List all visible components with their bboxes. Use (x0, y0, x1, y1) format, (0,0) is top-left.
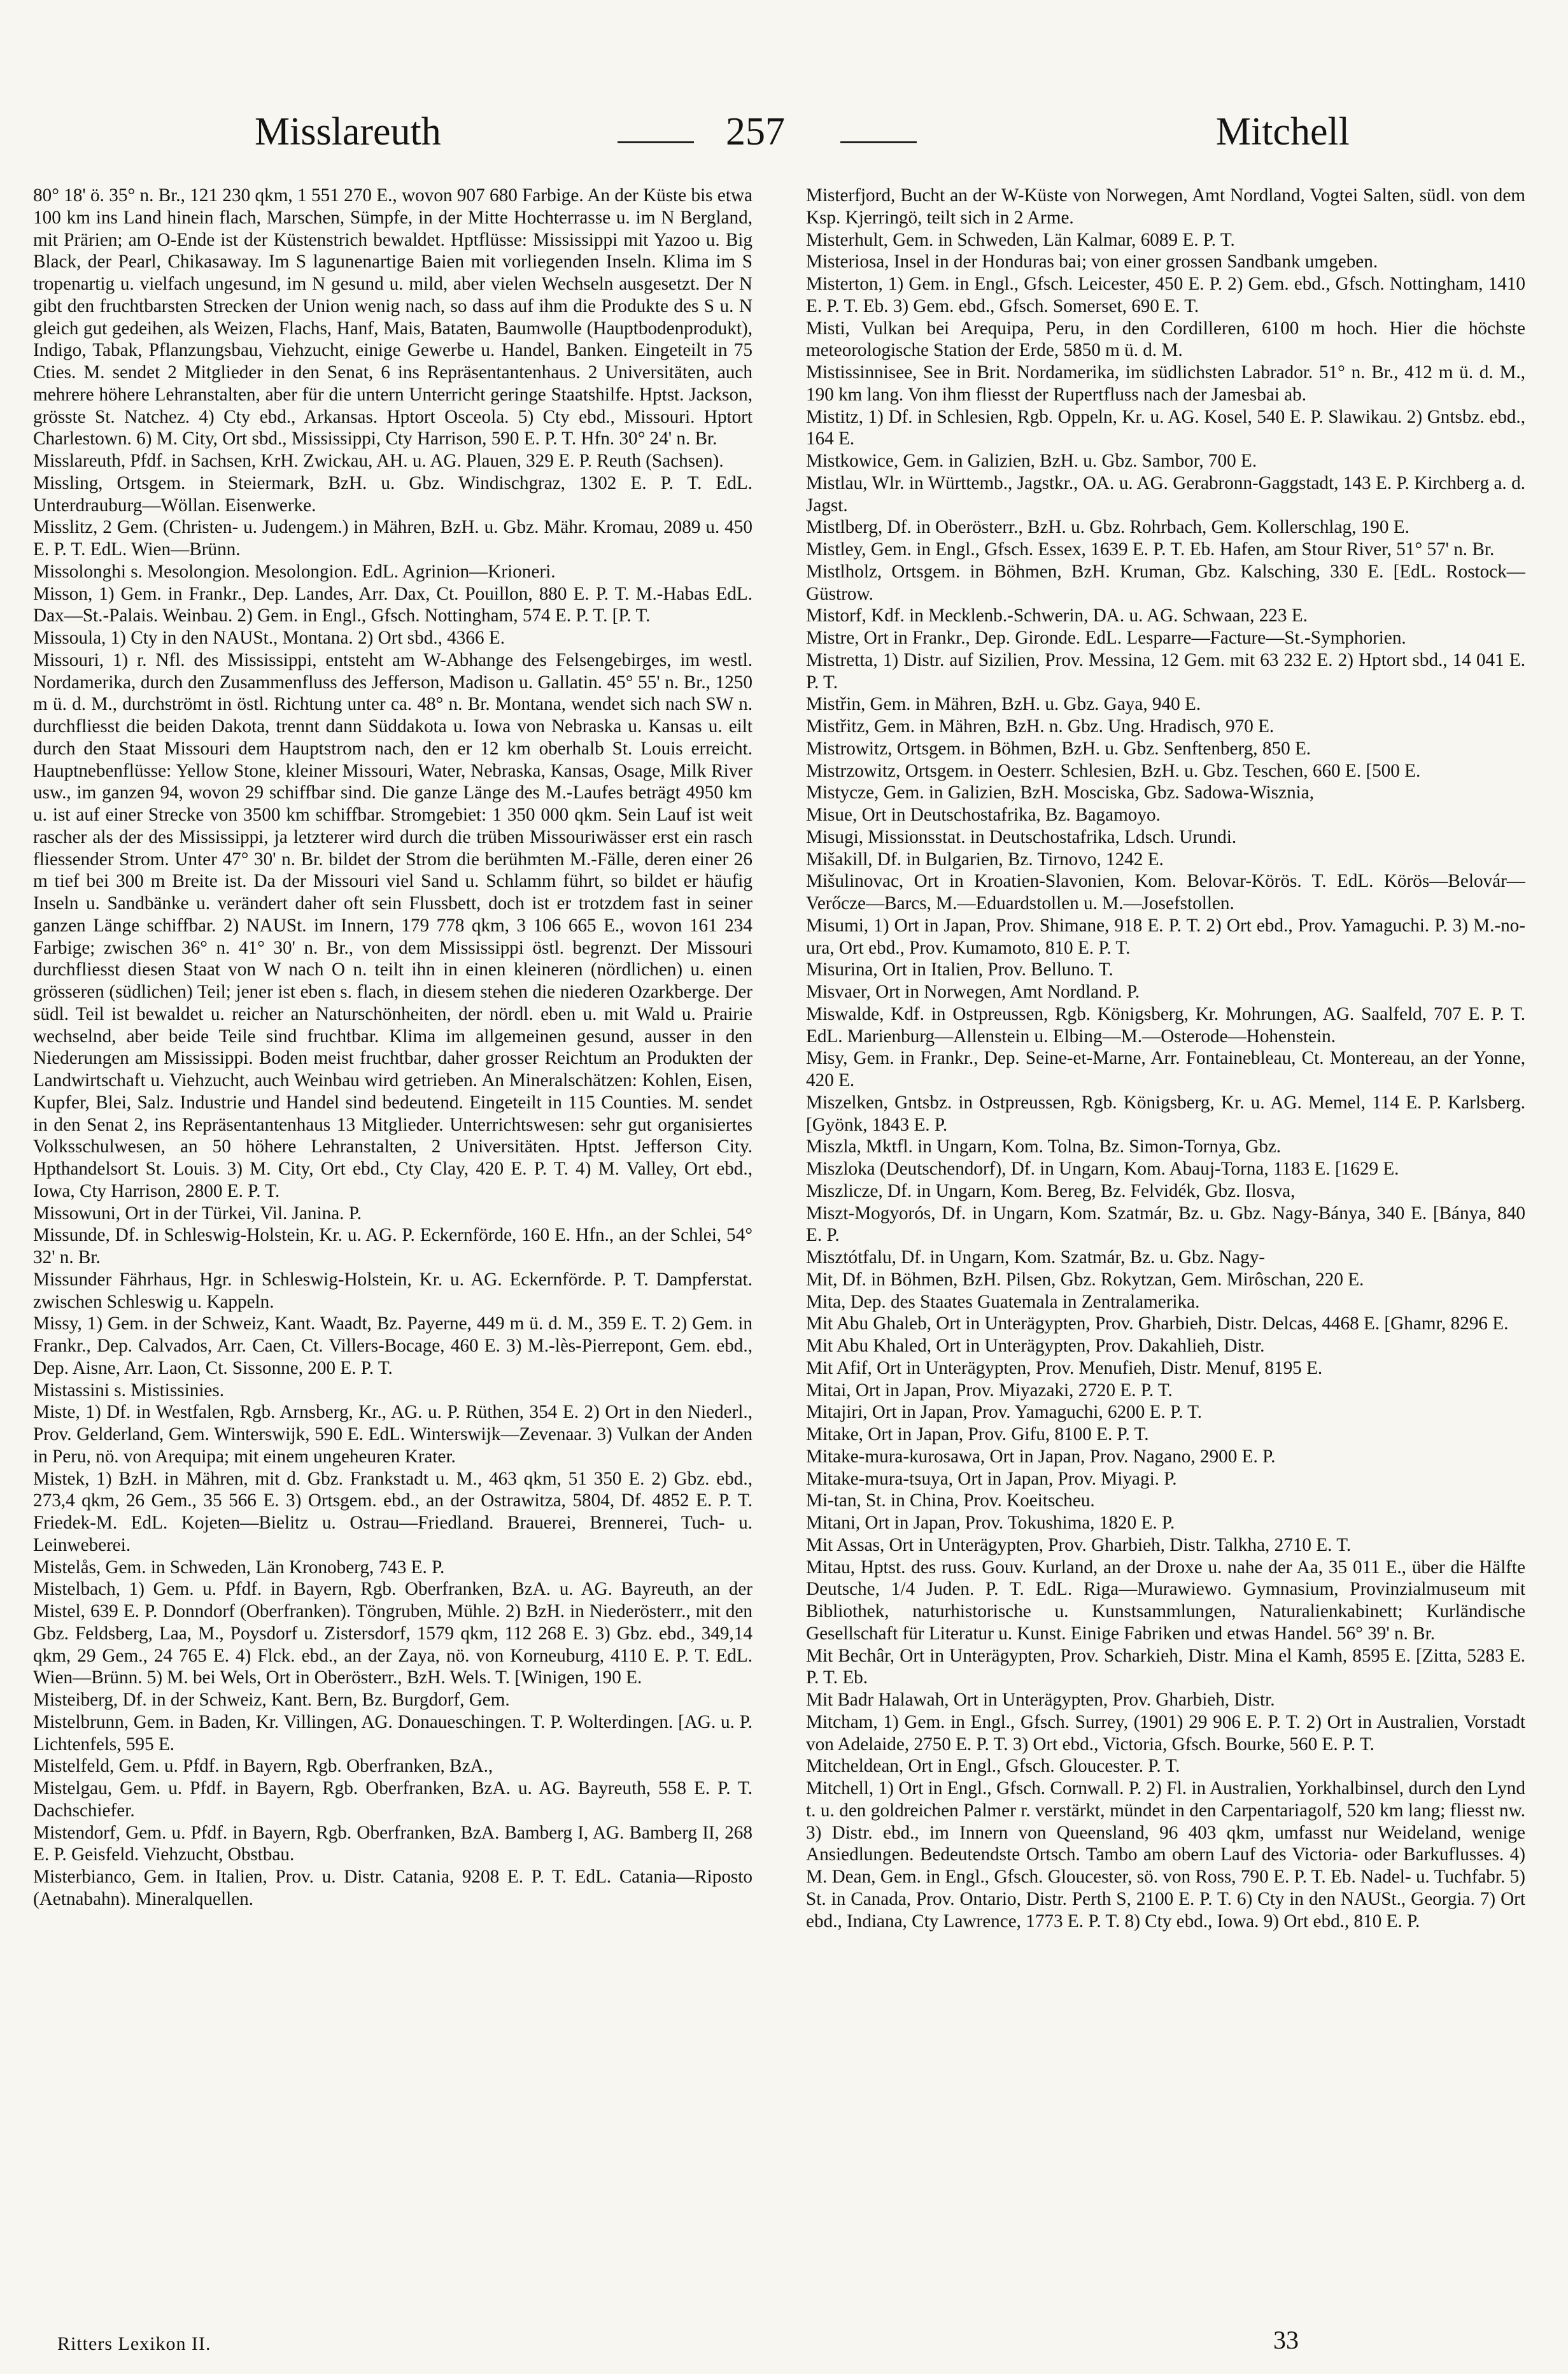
entry: Mistkowice, Gem. in Galizien, BzH. u. Gbz. Sambor, 700 E. (806, 451, 1257, 471)
left-column (33, 185, 752, 2305)
entry: Miszlicze, Df. in Ungarn, Kom. Bereg, Bz. Felvidék, Gbz. Ilosva, (806, 1180, 1296, 1201)
entry: Mistřin, Gem. in Mähren, BzH. u. Gbz. Gaya, 940 E. (806, 694, 1201, 715)
entry: Mitcham, 1) Gem. in Engl., Gfsch. Surrey, (1901) 29 906 E. P. T. 2) Ort in Australien, Vorstadt von Adelaide, 2750 E. P. T. 3) Ort ebd., Victoria, Gfsch. Bourke, 560 E. P. T. (806, 1711, 1525, 1755)
entry: Mistlau, Wlr. in Württemb., Jagstkr., OA. u. AG. Gerabronn-Gaggstadt, 143 E. P. Kirchberg a. d. Jagst. (806, 472, 1525, 516)
entry: Mistley, Gem. in Engl., Gfsch. Essex, 1639 E. P. T. Eb. Hafen, am Stour River, 51° 57' n. Br. (806, 539, 1495, 560)
entry: Mitchell, 1) Ort in Engl., Gfsch. Cornwall. P. 2) Fl. in Australien, Yorkhalbinsel, durch den Lynd t. u. den goldreichen Palmer r. verstärkt, mündet in den Carpentariagolf, 520 km lang; fliesst nw. 3) Distr. ebd., im Innern von Queensland, 96 403 qkm, umfasst nur Weideland, wenige Ansiedlungen. Bedeutendste Ortsch. Tambo am obern Lauf des Victoria- oder Barkuflusses. 4) M. Dean, Gem. in Engl., Gfsch. Gloucester, sö. von Ross, 790 E. P. T. Eb. Nadel- u. Tuchfabr. 5) St. in Canada, Prov. Ontario, Distr. Perth S, 2100 E. P. T. 6) Cty in den NAUSt., Georgia. 7) Ort ebd., Indiana, Cty Lawrence, 1773 E. P. T. 8) Cty ebd., Iowa. 9) Ort ebd., 810 E. P. (806, 1778, 1525, 1932)
entry: Mistrzowitz, Ortsgem. in Oesterr. Schlesien, BzH. u. Gbz. Teschen, 660 E. [500 E. (806, 760, 1421, 781)
entry: Mit, Df. in Böhmen, BzH. Pilsen, Gbz. Rokytzan, Gem. Mirôschan, 220 E. (806, 1269, 1364, 1290)
entry: Mita, Dep. des Staates Guatemala in Zentralamerika. (806, 1291, 1200, 1312)
entry: Mistřitz, Gem. in Mähren, BzH. n. Gbz. Ung. Hradisch, 970 E. (806, 716, 1275, 737)
entry: Mistrowitz, Ortsgem. in Böhmen, BzH. u. Gbz. Senftenberg, 850 E. (806, 738, 1311, 759)
entry: Misugi, Missionsstat. in Deutschostafrika, Ldsch. Urundi. (806, 826, 1237, 847)
right-column (806, 185, 1525, 2305)
entry: Mistelgau, Gem. u. Pfdf. in Bayern, Rgb. Oberfranken, BzA. u. AG. Bayreuth, 558 E. P. T. Dachschiefer. (33, 1778, 752, 1821)
entry: Mistorf, Kdf. in Mecklenb.-Schwerin, DA. u. AG. Schwaan, 223 E. (806, 605, 1308, 626)
entry: Mitai, Ort in Japan, Prov. Miyazaki, 2720 E. P. T. (806, 1380, 1173, 1401)
entry: Misson, 1) Gem. in Frankr., Dep. Landes, Arr. Dax, Ct. Pouillon, 880 E. P. T. M.-Habas EdL. Dax—St.-Palais. Weinbau. 2) Gem. in Engl., Gfsch. Nottingham, 574 E. P. T. [P. T. (33, 583, 752, 626)
entry: Miswalde, Kdf. in Ostpreussen, Rgb. Königsberg, Kr. Mohrungen, AG. Saalfeld, 707 E. P. T. EdL. Marienburg—Allenstein u. Elbing—M.—Osterode—Hohenstein. (806, 1003, 1525, 1047)
entry: Mit Abu Ghaleb, Ort in Unterägypten, Prov. Gharbieh, Distr. Delcas, 4468 E. [Ghamr, 8296 E. (806, 1313, 1509, 1334)
entry: Mitani, Ort in Japan, Prov. Tokushima, 1820 E. P. (806, 1513, 1175, 1533)
entry: Mistassini s. Mistissinies. (33, 1380, 225, 1401)
entry: Mitake, Ort in Japan, Prov. Gifu, 8100 E. P. T. (806, 1424, 1149, 1445)
entry: Mistelbrunn, Gem. in Baden, Kr. Villingen, AG. Donaueschingen. T. P. Wolterdingen. [AG. u. P. Lichtenfels, 595 E. (33, 1711, 752, 1755)
sheet-number: 33 (1273, 2326, 1299, 2354)
entry: Misteiberg, Df. in der Schweiz, Kant. Bern, Bz. Burgdorf, Gem. (33, 1690, 510, 1710)
entry: Mi-tan, St. in China, Prov. Koeitscheu. (806, 1490, 1095, 1511)
entry: Mišakill, Df. in Bulgarien, Bz. Tirnovo, 1242 E. (806, 849, 1164, 870)
entry: Missowuni, Ort in der Türkei, Vil. Janina. P. (33, 1203, 362, 1224)
entry: Mistelås, Gem. in Schweden, Län Kronoberg, 743 E. P. (33, 1557, 445, 1578)
entry: Missolonghi s. Mesolongion. Mesolongion. EdL. Agrinion—Krioneri. (33, 561, 556, 582)
entry: Mistitz, 1) Df. in Schlesien, Rgb. Oppeln, Kr. u. AG. Kosel, 540 E. P. Slawikau. 2) Gntsbz. ebd., 164 E. (806, 406, 1525, 449)
entry: Misztótfalu, Df. in Ungarn, Kom. Szatmár, Bz. u. Gbz. Nagy- (806, 1247, 1266, 1268)
entry: Missunde, Df. in Schleswig-Holstein, Kr. u. AG. P. Eckernförde, 160 E. Hfn., an der Schlei, 54° 32' n. Br. (33, 1225, 752, 1268)
entry: Mistelbach, 1) Gem. u. Pfdf. in Bayern, Rgb. Oberfranken, BzA. u. AG. Bayreuth, an der Mistel, 639 E. P. Donndorf (Oberfranken). Töngruben, Mühle. 2) BzH. in Niederösterr., mit den Gbz. Feldsberg, Laa, M., Poysdorf u. Zistersdorf, 1579 qkm, 112 268 E. 3) Gbz. ebd., 349,14 qkm, 29 Gem., 24 765 E. 4) Flck. ebd., an der Zaya, nö. von Korneuburg, 4110 E. P. T. EdL. Wien—Brünn. 5) M. bei Wels, Ort in Oberösterr., BzH. Wels. T. [Winigen, 190 E. (33, 1579, 752, 1688)
entry: Mistendorf, Gem. u. Pfdf. in Bayern, Rgb. Oberfranken, BzA. Bamberg I, AG. Bamberg II, 268 E. P. Geisfeld. Viehzucht, Obstbau. (33, 1822, 752, 1865)
entry: Missy, 1) Gem. in der Schweiz, Kant. Waadt, Bz. Payerne, 449 m ü. d. M., 359 E. T. 2) Gem. in Frankr., Dep. Calvados, Arr. Caen, Ct. Villers-Bocage, 460 E. 3) M.-lès-Pierrepont, Gem. ebd., Dep. Aisne, Arr. Laon, Ct. Sissonne, 200 E. P. T. (33, 1313, 752, 1378)
entry: Misterfjord, Bucht an der W-Küste von Norwegen, Amt Nordland, Vogtei Salten, südl. von dem Ksp. Kjerringö, teilt sich in 2 Arme. (806, 185, 1525, 228)
entry: Missouri, 1) r. Nfl. des Mississippi, entsteht am W-Abhange des Felsengebirges, im westl. Nordamerika, durch den Zusammenfluss des Jefferson, Madison u. Gallatin. 45° 55' n. Br., 1250 m ü. d. M., durchströmt in östl. Richtung unter ca. 48° n. Br. Montana, wendet sich nach SW n. durchfliesst die beiden Dakota, trennt dann Süddakota u. Iowa von Nebraska u. Kansas u. eilt durch den Staat Missouri dem Hauptstrom nach, den er 12 km oberhalb St. Louis erreicht. Hauptnebenflüsse: Yellow Stone, kleiner Missouri, Water, Nebraska, Kansas, Osage, Milk River usw., im ganzen 94, wovon 29 schiffbar sind. Die ganze Länge des M.-Laufes beträgt 4950 km u. ist auf einer Strecke von 3500 km schiffbar. Stromgebiet: 1 350 000 qkm. Sein Lauf ist weit rascher als der des Mississippi, ja letzterer wird durch die trüben Missouriwässer erst ein rasch fliessender Strom. Unter 47° 30' n. Br. bildet der Strom die berühmten M.-Fälle, deren einer 26 m tief bei 300 m Breite ist. Da der Missouri viel Sand u. Schlamm führt, so bildet er häufig Inseln u. Sandbänke u. verändert daher oft sein Flussbett, doch ist er trotzdem fast in seiner ganzen Länge schiffbar. 2) NAUSt. im Innern, 179 778 qkm, 3 106 665 E., wovon 161 234 Farbige; zwischen 36° n. 41° 30' n. Br., von dem Mississippi östl. begrenzt. Der Missouri durchfliesst diesen Staat von W nach O n. teilt ihn in einen kleineren (nördlichen) u. einen grösseren (südlichen) Teil; jener ist eben s. flach, in diesem stehen die niederen Ozarkberge. Der südl. Teil ist bewaldet u. reicher an Naturschönheiten, der nördl. eben u. mit Wald u. Prairie wechselnd, aber beide Teile sind fruchtbar. Klima im allgemeinen gesund, ausser in den Niederungen am Mississippi. Boden meist fruchtbar, daher grosser Reichtum an Produkten der Landwirtschaft u. Viehzucht, auch Weinbau wird getrieben. An Mineralschätzen: Kohlen, Eisen, Kupfer, Blei, Salz. Industrie und Handel sind bedeutend. Eingeteilt in 115 Counties. M. sendet in den Senat 2, ins Repräsentantenhaus 13 Mitglieder. Unterrichtswesen: sehr gut organisiertes Volksschulwesen, an 50 höhere Lehranstalten, 2 Universitäten. Hptst. Jefferson City. Hpthandelsort St. Louis. 3) M. City, Ort ebd., Cty Clay, 420 E. P. T. 4) M. Valley, Ort ebd., Iowa, Cty Harrison, 2800 E. P. T. (33, 649, 752, 1201)
entry: Miszloka (Deutschendorf), Df. in Ungarn, Kom. Abauj-Torna, 1183 E. [1629 E. (806, 1159, 1399, 1179)
entry: Mitajiri, Ort in Japan, Prov. Yamaguchi, 6200 E. P. T. (806, 1402, 1203, 1423)
entry: Mit Abu Khaled, Ort in Unterägypten, Prov. Dakahlieh, Distr. (806, 1336, 1265, 1356)
entry: Mit Bechâr, Ort in Unterägypten, Prov. Scharkieh, Distr. Mina el Kamh, 8595 E. [Zitta, 5283 E. P. T. Eb. (806, 1645, 1525, 1688)
entry: Mistretta, 1) Distr. auf Sizilien, Prov. Messina, 12 Gem. mit 63 232 E. 2) Hptort sbd., 14 041 E. P. T. (806, 649, 1525, 693)
entry: Misteriosa, Insel in der Honduras bai; von einer grossen Sandbank umgeben. (806, 251, 1378, 272)
entry: Mistycze, Gem. in Galizien, BzH. Mosciska, Gbz. Sadowa-Wisznia, (806, 782, 1315, 803)
entry: Miste, 1) Df. in Westfalen, Rgb. Arnsberg, Kr., AG. u. P. Rüthen, 354 E. 2) Ort in den Niederl., Prov. Gelderland, Gem. Winterswijk, 590 E. EdL. Winterswijk—Zevenaar. 3) Vulkan der Anden in Peru, nö. von Arequipa; mit einem ungeheuren Krater. (33, 1402, 752, 1467)
entry: Miszla, Mktfl. in Ungarn, Kom. Tolna, Bz. Simon-Tornya, Gbz. (806, 1136, 1282, 1157)
footer-signature: Ritters Lexikon II. (57, 2333, 211, 2354)
header-last-entry: Mitchell (1215, 110, 1350, 153)
entry: Mit Afif, Ort in Unterägypten, Prov. Menufieh, Distr. Menuf, 8195 E. (806, 1357, 1323, 1378)
entry: Mistlholz, Ortsgem. in Böhmen, BzH. Kruman, Gbz. Kalsching, 330 E. [EdL. Rostock—Güstrow. (806, 561, 1525, 604)
header-rule-right (840, 141, 917, 143)
entry: Misue, Ort in Deutschostafrika, Bz. Bagamoyo. (806, 805, 1161, 825)
entry: Misurina, Ort in Italien, Prov. Belluno. T. (806, 959, 1113, 980)
header-first-entry: Misslareuth (255, 110, 441, 153)
header-rule-left (618, 141, 694, 143)
entry: Missling, Ortsgem. in Steiermark, BzH. u. Gbz. Windischgraz, 1302 E. P. T. EdL. Unterdrauburg—Wöllan. Eisenwerke. (33, 472, 752, 516)
entry: Mistre, Ort in Frankr., Dep. Gironde. EdL. Lesparre—Facture—St.-Symphorien. (806, 628, 1406, 648)
entry: Mitake-mura-kurosawa, Ort in Japan, Prov. Nagano, 2900 E. P. (806, 1446, 1276, 1467)
entry: Mitake-mura-tsuya, Ort in Japan, Prov. Miyagi. P. (806, 1468, 1177, 1489)
entry: Misterhult, Gem. in Schweden, Län Kalmar, 6089 E. P. T. (806, 229, 1235, 250)
entry: Mitau, Hptst. des russ. Gouv. Kurland, an der Droxe u. nahe der Aa, 35 011 E., über die Hälfte Deutsche, 1/4 Juden. P. T. EdL. Riga—Murawiewo. Gymnasium, Provinzialmuseum mit Bibliothek, naturhistorische u. Kunstsammlungen, Naturalienkabinett; Kurländische Gesellschaft für Literatur u. Kunst. Einige Fabriken und etwas Handel. 56° 39' n. Br. (806, 1557, 1525, 1644)
entry: Misslitz, 2 Gem. (Christen- u. Judengem.) in Mähren, BzH. u. Gbz. Mähr. Kromau, 2089 u. 450 E. P. T. EdL. Wien—Brünn. (33, 517, 752, 560)
entry: 80° 18' ö. 35° n. Br., 121 230 qkm, 1 551 270 E., wovon 907 680 Farbige. An der Küste bis etwa 100 km ins Land hinein flach, Marschen, Sümpfe, in der Mitte Hochterrasse u. im N Bergland, mit Prärien; am O-Ende ist der Küstenstrich bewaldet. Hptflüsse: Mississippi mit Yazoo u. Big Black, der Pearl, Chikasaway. Im S lagunenartige Baien mit vorliegenden Inseln. Klima im S tropenartig u. vielfach ungesund, im N gesund u. mild, aber vielen Wechseln ausgesetzt. Der N gibt den fruchtbarsten Strecken der Union wenig nach, so dass auf ihm die Produkte des S u. N gleich gut gedeihen, als Weizen, Flachs, Hanf, Mais, Bataten, Baumwolle (Hauptbodenprodukt), Indigo, Tabak, Pflanzungsbau, Viehzucht, einige Gewerbe u. Handel, Banken. Eingeteilt in 75 Cties. M. sendet 2 Mitglieder in den Senat, 6 ins Repräsentantenhaus. 2 Universitäten, auch mehrere höhere Lehranstalten, aber für die untern Unterricht geringe Staatshilfe. Hptst. Jackson, grösste St. Natchez. 4) Cty ebd., Arkansas. Hptort Osceola. 5) Cty ebd., Missouri. Hptort Charlestown. 6) M. City, Ort sbd., Mississippi, Cty Harrison, 590 E. P. T. Hfn. 30° 24' n. Br. (33, 185, 752, 449)
entry: Misumi, 1) Ort in Japan, Prov. Shimane, 918 E. P. T. 2) Ort ebd., Prov. Yamaguchi. P. 3) M.-no-ura, Ort ebd., Prov. Kumamoto, 810 E. P. T. (806, 915, 1525, 958)
entry: Miszelken, Gntsbz. in Ostpreussen, Rgb. Königsberg, Kr. u. AG. Memel, 114 E. P. Karlsberg. [Gyönk, 1843 E. P. (806, 1092, 1525, 1135)
entry: Mitcheldean, Ort in Engl., Gfsch. Gloucester. P. T. (806, 1756, 1180, 1777)
entry: Misvaer, Ort in Norwegen, Amt Nordland. P. (806, 982, 1140, 1002)
entry: Mistlberg, Df. in Oberösterr., BzH. u. Gbz. Rohrbach, Gem. Kollerschlag, 190 E. (806, 517, 1409, 538)
entry: Mit Badr Halawah, Ort in Unterägypten, Prov. Gharbieh, Distr. (806, 1690, 1275, 1710)
entry: Miszt-Mogyorós, Df. in Ungarn, Kom. Szatmár, Bz. u. Gbz. Nagy-Bánya, 340 E. [Bánya, 840 E. P. (806, 1203, 1525, 1246)
entry: Mit Assas, Ort in Unterägypten, Prov. Gharbieh, Distr. Talkha, 2710 E. T. (806, 1534, 1352, 1555)
entry: Missunder Fährhaus, Hgr. in Schleswig-Holstein, Kr. u. AG. Eckernförde. P. T. Dampferstat. zwischen Schleswig u. Kappeln. (33, 1269, 752, 1312)
entry: Mistelfeld, Gem. u. Pfdf. in Bayern, Rgb. Oberfranken, BzA., (33, 1756, 493, 1777)
entry: Mistek, 1) BzH. in Mähren, mit d. Gbz. Frankstadt u. M., 463 qkm, 51 350 E. 2) Gbz. ebd., 273,4 qkm, 26 Gem., 35 566 E. 3) Ortsgem. ebd., an der Ostrawitza, 5804, Df. 4852 E. P. T. Friedek-M. EdL. Kojeten—Bielitz u. Ostrau—Friedland. Brauerei, Brennerei, Tuch- u. Leinweberei. (33, 1468, 752, 1555)
entry: Misy, Gem. in Frankr., Dep. Seine-et-Marne, Arr. Fontainebleau, Ct. Montereau, an der Yonne, 420 E. (806, 1048, 1525, 1091)
entry: Misti, Vulkan bei Arequipa, Peru, in den Cordilleren, 6100 m hoch. Hier die höchste meteorologische Station der Erde, 5850 m ü. d. M. (806, 318, 1525, 361)
entry: Misterbianco, Gem. in Italien, Prov. u. Distr. Catania, 9208 E. P. T. EdL. Catania—Riposto (Aetnabahn). Mineralquellen. (33, 1867, 752, 1909)
entry: Misslareuth, Pfdf. in Sachsen, KrH. Zwickau, AH. u. AG. Plauen, 329 E. P. Reuth (Sachsen). (33, 451, 724, 471)
page-number: 257 (726, 110, 785, 153)
running-head (255, 102, 1350, 172)
entry: Misterton, 1) Gem. in Engl., Gfsch. Leicester, 450 E. P. 2) Gem. ebd., Gfsch. Nottingham, 1410 E. P. T. Eb. 3) Gem. ebd., Gfsch. Somerset, 690 E. T. (806, 274, 1525, 316)
entry: Mistissinnisee, See in Brit. Nordamerika, im südlichsten Labrador. 51° n. Br., 412 m ü. d. M., 190 km lang. Von ihm fliesst der Rupertfluss nach der Jamesbai ab. (806, 362, 1525, 405)
entry: Missoula, 1) Cty in den NAUSt., Montana. 2) Ort sbd., 4366 E. (33, 628, 505, 648)
entry: Mišulinovac, Ort in Kroatien-Slavonien, Kom. Belovar-Körös. T. EdL. Körös—Belovár—Verőcze—Barcs, M.—Eduardstollen u. M.—Josefstollen. (806, 871, 1525, 914)
